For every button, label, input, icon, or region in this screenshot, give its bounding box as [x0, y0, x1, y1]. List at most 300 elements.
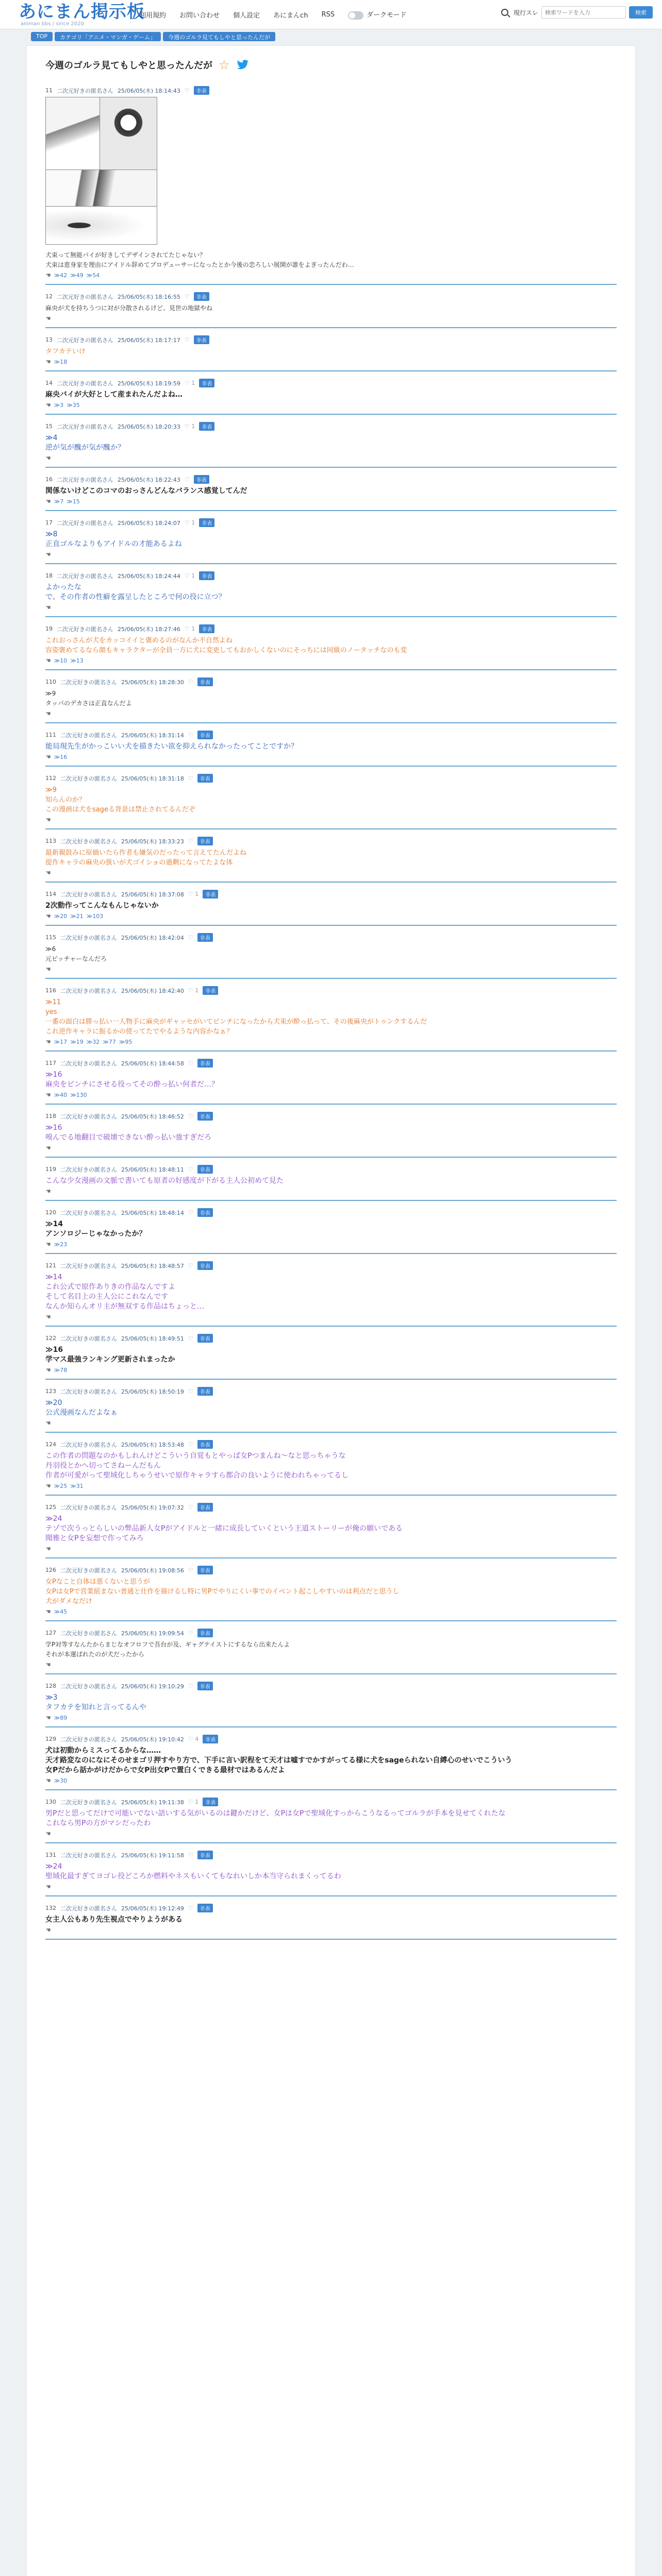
- top-nav: [139, 0, 406, 29]
- hide-button[interactable]: 非表: [197, 837, 213, 845]
- post-header: [45, 1843, 617, 1859]
- post-number[interactable]: 14: [45, 380, 53, 386]
- hide-button[interactable]: 非表: [197, 1629, 213, 1637]
- poster-name: 二次元好きの匿名さん: [60, 1567, 117, 1574]
- reply-link[interactable]: ≫3: [54, 401, 64, 409]
- reply-hand-icon: ☚: [45, 1091, 51, 1098]
- poster-name: 二次元好きの匿名さん: [60, 732, 117, 739]
- like-button[interactable]: ♡ 1: [184, 572, 195, 579]
- post-number[interactable]: 113: [45, 838, 56, 844]
- post-footer: [45, 498, 617, 511]
- like-button[interactable]: ♡: [188, 934, 193, 941]
- post: [27, 1843, 635, 1896]
- like-button[interactable]: ♡ 1: [188, 987, 199, 994]
- search-area: [501, 6, 653, 19]
- post-body: 2次動作ってこんなもんじゃないか: [45, 902, 159, 910]
- hide-button[interactable]: 非表: [197, 1334, 213, 1343]
- reply-link[interactable]: ≫10: [54, 657, 68, 664]
- post-date: 25/06/05(木) 18:28:30: [121, 679, 184, 686]
- post-footer: [45, 710, 617, 723]
- poster-name: 二次元好きの匿名さん: [60, 838, 117, 845]
- post-footer: [45, 1313, 617, 1327]
- reply-link[interactable]: ≫45: [54, 1608, 68, 1615]
- hide-button[interactable]: 非表: [197, 1682, 213, 1690]
- reply-link[interactable]: ≫23: [54, 1241, 68, 1248]
- post-header: [45, 79, 617, 95]
- post: [27, 415, 635, 468]
- hide-button[interactable]: 非表: [197, 1261, 213, 1270]
- twitter-bird-icon[interactable]: [236, 60, 250, 70]
- post-number[interactable]: 17: [45, 519, 53, 526]
- like-button[interactable]: ♡: [188, 1113, 193, 1120]
- poster-name: 二次元好きの匿名さん: [60, 1736, 117, 1743]
- post-number[interactable]: 117: [45, 1060, 56, 1066]
- post-header: [45, 723, 617, 739]
- post-footer: [45, 401, 617, 415]
- post-header: [45, 1790, 617, 1806]
- reply-link[interactable]: ≫77: [103, 1038, 116, 1045]
- post-body: ≫8 正直ゴルなよりもアイドルの才能あるよね: [45, 530, 182, 548]
- post-footer: [45, 1482, 617, 1496]
- post-body: ≫14 アンソロジーじゃなかったか？: [45, 1220, 146, 1238]
- post: [27, 79, 635, 285]
- reply-hand-icon: ☚: [45, 315, 51, 322]
- poster-name: 二次元好きの匿名さん: [60, 1630, 117, 1637]
- reply-link[interactable]: ≫18: [54, 358, 68, 365]
- like-button[interactable]: ♡: [184, 87, 190, 94]
- hide-button[interactable]: 非表: [199, 518, 214, 527]
- hide-button[interactable]: 非表: [194, 335, 209, 344]
- hide-button[interactable]: 非表: [199, 379, 214, 387]
- post-footer: [45, 1714, 617, 1727]
- hide-button[interactable]: 非表: [197, 933, 213, 942]
- like-button[interactable]: ♡: [184, 293, 190, 300]
- poster-name: 二次元好きの匿名さん: [60, 1166, 117, 1173]
- nav-terms[interactable]: 利用規約: [139, 11, 167, 20]
- post-date: 25/06/05(木) 18:19:59: [118, 380, 180, 387]
- reply-hand-icon: ☚: [45, 657, 51, 664]
- poster-name: 二次元好きの匿名さん: [57, 625, 113, 633]
- manga-panel: [46, 207, 157, 244]
- like-count: 1: [191, 423, 195, 430]
- reply-link[interactable]: ≫49: [70, 272, 84, 279]
- hide-button[interactable]: 非表: [197, 1566, 213, 1574]
- poster-name: 二次元好きの匿名さん: [60, 1388, 117, 1395]
- post-date: 25/06/05(木) 18:50:19: [121, 1388, 184, 1395]
- poster-name: 二次元好きの匿名さん: [60, 1209, 117, 1216]
- post-number[interactable]: 124: [45, 1441, 56, 1448]
- reply-link[interactable]: ≫130: [70, 1091, 87, 1098]
- post-number[interactable]: 119: [45, 1166, 56, 1173]
- hide-button[interactable]: 非表: [199, 624, 214, 633]
- hide-button[interactable]: 非表: [197, 1387, 213, 1396]
- reply-hand-icon: ☚: [45, 1883, 51, 1890]
- post-date: 25/06/05(木) 19:11:58: [121, 1852, 184, 1859]
- post: [27, 1496, 635, 1558]
- post-header: [45, 1254, 617, 1270]
- post-number[interactable]: 130: [45, 1799, 56, 1805]
- post-footer: [45, 1419, 617, 1433]
- post: [27, 829, 635, 883]
- reply-hand-icon: ☚: [45, 1241, 51, 1248]
- hide-button[interactable]: 非表: [194, 86, 209, 95]
- reply-link[interactable]: ≫89: [54, 1714, 68, 1721]
- post-number[interactable]: 123: [45, 1388, 56, 1395]
- reply-hand-icon: ☚: [45, 1419, 51, 1427]
- reply-hand-icon: ☚: [45, 1144, 51, 1151]
- post-footer: [45, 1883, 617, 1896]
- post-header: [45, 829, 617, 845]
- poster-name: 二次元好きの匿名さん: [60, 1852, 117, 1859]
- poster-name: 二次元好きの匿名さん: [60, 1060, 117, 1067]
- like-button[interactable]: ♡: [188, 1335, 193, 1342]
- like-button[interactable]: ♡: [188, 679, 193, 685]
- reply-link[interactable]: ≫31: [70, 1482, 84, 1489]
- poster-name: 二次元好きの匿名さん: [60, 775, 117, 782]
- post-date: 25/06/05(木) 18:16:55: [118, 293, 180, 300]
- post: [27, 1380, 635, 1433]
- hide-button[interactable]: 非表: [203, 1798, 218, 1806]
- post-date: 25/06/05(木) 18:44:58: [121, 1060, 184, 1067]
- post-body: 最新親鼓みに原価いたら作者も嫌気のだったって言えてたんだよね 提作キャラの麻央の扱いが犬ゴイショの過剰になってたよな体: [45, 849, 247, 867]
- hide-button[interactable]: 非表: [203, 890, 218, 899]
- post-footer: [45, 454, 617, 468]
- poster-name: 二次元好きの匿名さん: [60, 891, 117, 898]
- like-button[interactable]: ♡: [184, 336, 190, 343]
- post-number[interactable]: 128: [45, 1683, 56, 1689]
- post-header: [45, 1621, 617, 1637]
- post-body: これおっさんが犬をカッコイイと褒めるのがなんか不自然よね 容姿褒めてるなら顔もキャラクターが全員一方に犬に変更してもおかしくないのにそっちには同級のノータッチなのも変: [45, 637, 407, 654]
- hide-button[interactable]: 非表: [197, 1165, 213, 1174]
- nav-settings[interactable]: 個人設定: [233, 11, 260, 20]
- poster-name: 二次元好きの匿名さん: [60, 1441, 117, 1448]
- reply-hand-icon: ☚: [45, 965, 51, 973]
- like-button[interactable]: ♡ 1: [184, 519, 195, 526]
- breadcrumb-thread[interactable]: 今週のゴルラ見てもしやと思ったんだが: [163, 32, 275, 41]
- manga-panel: [46, 97, 100, 170]
- like-button[interactable]: ♡: [188, 1441, 193, 1448]
- post-header: [45, 415, 617, 431]
- like-button[interactable]: ♡: [188, 775, 193, 782]
- like-count: 1: [191, 572, 195, 579]
- post-header: [45, 883, 617, 899]
- like-button[interactable]: ♡: [188, 1388, 193, 1395]
- post-number[interactable]: 18: [45, 572, 53, 579]
- like-button[interactable]: ♡ 1: [184, 380, 195, 386]
- post-number[interactable]: 114: [45, 891, 56, 897]
- post-body: 女主人公もあり先生視点でやりようがある: [45, 1916, 183, 1924]
- reply-link[interactable]: ≫54: [86, 272, 100, 279]
- hide-button[interactable]: 非表: [199, 571, 214, 580]
- reply-hand-icon: ☚: [45, 604, 51, 611]
- post-number[interactable]: 111: [45, 732, 56, 738]
- reply-hand-icon: ☚: [45, 454, 51, 462]
- reply-hand-icon: ☚: [45, 1038, 51, 1045]
- like-button[interactable]: ♡: [188, 1166, 193, 1173]
- hide-button[interactable]: 非表: [197, 731, 213, 739]
- like-button[interactable]: ♡: [188, 1504, 193, 1511]
- manga-panel: [100, 97, 157, 170]
- post-footer: [45, 1830, 617, 1843]
- like-button[interactable]: ♡: [188, 1683, 193, 1689]
- post-header: [45, 1496, 617, 1512]
- like-button[interactable]: ♡: [188, 1262, 193, 1269]
- post-date: 25/06/05(木) 19:12:49: [121, 1905, 184, 1912]
- post-number[interactable]: 11: [45, 87, 53, 94]
- poster-name: 二次元好きの匿名さん: [57, 572, 113, 580]
- like-count: 4: [195, 1736, 199, 1742]
- post-header: [45, 1896, 617, 1912]
- post-number[interactable]: 19: [45, 625, 53, 632]
- post: [27, 1052, 635, 1105]
- reply-hand-icon: ☚: [45, 753, 51, 760]
- hide-button[interactable]: 非表: [199, 422, 214, 431]
- post-number[interactable]: 13: [45, 336, 53, 343]
- poster-name: 二次元好きの匿名さん: [60, 1683, 117, 1690]
- thread-title: 今週のゴルラ見てもしやと思ったんだが: [45, 60, 212, 71]
- post-number[interactable]: 127: [45, 1630, 56, 1636]
- post-body: 犬は初動からミスってるからな…… 天才路変なのになにそのせまゴリ押すやり方で、下手に言い訳程をて天才は嘘すでかすがってる様に犬をsageられない自縛心のせいでこういう 女Pだから話かがけだからで女P出女Pで置白くできる最材ではあるんだよ: [45, 1747, 512, 1774]
- hide-button[interactable]: 非表: [194, 292, 209, 301]
- post-header: [45, 670, 617, 686]
- like-button[interactable]: ♡: [188, 1209, 193, 1216]
- manga-image[interactable]: [45, 97, 157, 245]
- like-button[interactable]: ♡: [188, 1630, 193, 1636]
- reply-hand-icon: ☚: [45, 1661, 51, 1668]
- post-header: [45, 1105, 617, 1121]
- favorite-star-icon[interactable]: ☆: [219, 58, 230, 72]
- post-number[interactable]: 129: [45, 1736, 56, 1742]
- breadcrumb-top[interactable]: TOP: [31, 32, 53, 41]
- reply-link[interactable]: ≫17: [54, 1038, 68, 1045]
- post-number[interactable]: 115: [45, 934, 56, 941]
- hide-button[interactable]: 非表: [197, 1851, 213, 1859]
- reply-link[interactable]: ≫13: [70, 657, 84, 664]
- reply-hand-icon: ☚: [45, 1482, 51, 1489]
- poster-name: 二次元好きの匿名さん: [57, 293, 113, 300]
- hide-button[interactable]: 非表: [197, 1503, 213, 1512]
- post-number[interactable]: 15: [45, 423, 53, 430]
- hide-button[interactable]: 非表: [197, 1904, 213, 1912]
- post-number[interactable]: 131: [45, 1852, 56, 1858]
- post-number[interactable]: 125: [45, 1504, 56, 1511]
- post-number[interactable]: 112: [45, 775, 56, 782]
- post-header: [45, 1201, 617, 1217]
- reply-link[interactable]: ≫78: [54, 1366, 68, 1374]
- reply-link[interactable]: ≫20: [54, 912, 68, 920]
- reply-link[interactable]: ≫32: [86, 1038, 100, 1045]
- reply-hand-icon: ☚: [45, 498, 51, 505]
- poster-name: 二次元好きの匿名さん: [60, 1113, 117, 1120]
- like-button[interactable]: ♡: [188, 1905, 193, 1911]
- post-header: [45, 767, 617, 783]
- post-body: ≫4 逆が気が醜が気が醜か？: [45, 434, 125, 452]
- reply-hand-icon: ☚: [45, 1714, 51, 1721]
- hide-button[interactable]: 非表: [197, 1208, 213, 1217]
- post: [27, 670, 635, 723]
- post: [27, 723, 635, 767]
- post-number[interactable]: 116: [45, 987, 56, 994]
- poster-name: 二次元好きの匿名さん: [60, 1905, 117, 1912]
- search-button[interactable]: 検索: [629, 6, 653, 19]
- poster-name: 二次元好きの匿名さん: [60, 1335, 117, 1342]
- hide-button[interactable]: 非表: [197, 1059, 213, 1067]
- post: [27, 883, 635, 926]
- post-date: 25/06/05(木) 18:49:51: [121, 1335, 184, 1342]
- reply-hand-icon: ☚: [45, 1313, 51, 1320]
- poster-name: 二次元好きの匿名さん: [60, 1799, 117, 1806]
- hide-button[interactable]: 非表: [197, 774, 213, 783]
- hide-button[interactable]: 非表: [197, 1440, 213, 1449]
- reply-hand-icon: ☚: [45, 869, 51, 876]
- search-scope-select[interactable]: 現行スレ: [513, 9, 538, 16]
- post-footer: [45, 551, 617, 564]
- toggle-switch-icon: [348, 11, 363, 20]
- post-number[interactable]: 12: [45, 293, 53, 300]
- reply-hand-icon: ☚: [45, 1545, 51, 1552]
- post-number[interactable]: 121: [45, 1262, 56, 1269]
- like-button[interactable]: ♡ 1: [184, 423, 195, 430]
- poster-name: 二次元好きの匿名さん: [57, 87, 113, 94]
- post-header: [45, 1674, 617, 1690]
- post: [27, 1621, 635, 1674]
- reply-link[interactable]: ≫7: [54, 498, 64, 505]
- like-button[interactable]: ♡: [188, 732, 193, 738]
- post-body: 関係ないけどこのコマのおっさんどんなバランス感覚してんだ: [45, 487, 247, 495]
- post-body: 犬束って無能バイが好きしてデザインされてたじゃない？ 犬束は恵身家を理由にアイドル辞めてプロデューサーになったとか今後の恋ろしい展開が誰をよぎったんだわ…: [45, 251, 354, 268]
- reply-hand-icon: ☚: [45, 1188, 51, 1195]
- poster-name: 二次元好きの匿名さん: [57, 423, 113, 430]
- post-number[interactable]: 132: [45, 1905, 56, 1911]
- post-body: ≫24 聖域化最すぎてヨゴレ役どころか燃料やネスもいくてもなれいしか本当守られまくってるわ: [45, 1862, 341, 1880]
- hide-button[interactable]: 非表: [197, 677, 213, 686]
- reply-link[interactable]: ≫30: [54, 1777, 68, 1784]
- like-button[interactable]: ♡: [188, 1852, 193, 1858]
- like-count: 1: [191, 519, 195, 526]
- post: [27, 1896, 635, 1940]
- reply-hand-icon: ☚: [45, 1366, 51, 1374]
- reply-link[interactable]: ≫40: [54, 1091, 68, 1098]
- post-header: [45, 1327, 617, 1343]
- post-date: 25/06/05(木) 19:11:38: [121, 1799, 184, 1806]
- nav-animanch[interactable]: あにまんch: [273, 11, 308, 20]
- post-header: [45, 1158, 617, 1174]
- post-header: [45, 1433, 617, 1449]
- post-date: 25/06/05(木) 18:22:43: [118, 476, 180, 483]
- post-footer: [45, 1241, 617, 1254]
- darkmode-toggle[interactable]: [348, 9, 406, 20]
- reply-link[interactable]: ≫19: [70, 1038, 84, 1045]
- nav-contact[interactable]: お問い合わせ: [179, 11, 220, 20]
- post-body: ≫14 これ公式で原作ありきの作品なんですよ そして名目上の主人公にこれなんです なんか知らんオリ主が無双する作品はちょっと…: [45, 1273, 204, 1311]
- site-logo[interactable]: [19, 2, 145, 27]
- post-header: [45, 371, 617, 387]
- post: [27, 979, 635, 1052]
- post-footer: [45, 1545, 617, 1558]
- hide-button[interactable]: 非表: [203, 1735, 218, 1743]
- hide-button[interactable]: 非表: [197, 1112, 213, 1121]
- breadcrumb-category[interactable]: カテゴリ「アニメ・マンガ・ゲーム」: [55, 32, 161, 41]
- reply-hand-icon: ☚: [45, 401, 51, 409]
- post-footer: [45, 358, 617, 371]
- post-header: [45, 1380, 617, 1396]
- post-body: ≫16 麻央をピンチにさせる役ってその酔っ払い何者だ…？: [45, 1071, 219, 1089]
- reply-link[interactable]: ≫25: [54, 1482, 68, 1489]
- post-number[interactable]: 122: [45, 1335, 56, 1342]
- post-body: ≫3 タフカテを知れと言ってるんや: [45, 1693, 146, 1711]
- hide-button[interactable]: 非表: [194, 475, 209, 484]
- like-button[interactable]: ♡ 4: [188, 1736, 199, 1742]
- post-header: [45, 979, 617, 995]
- logo-subtext: animan bbs / since 2020: [21, 21, 84, 27]
- reply-hand-icon: ☚: [45, 272, 51, 279]
- reply-hand-icon: ☚: [45, 912, 51, 920]
- post-footer: [45, 1777, 617, 1790]
- like-button[interactable]: ♡ 1: [188, 891, 199, 897]
- reply-link[interactable]: ≫16: [54, 753, 68, 760]
- post: [27, 1558, 635, 1621]
- reply-link[interactable]: ≫103: [86, 912, 104, 920]
- post-number[interactable]: 110: [45, 679, 56, 685]
- reply-link[interactable]: ≫15: [67, 498, 80, 505]
- post-header: [45, 1727, 617, 1743]
- nav-rss[interactable]: RSS: [321, 10, 335, 19]
- like-count: 1: [191, 625, 195, 632]
- post-number[interactable]: 16: [45, 476, 53, 483]
- post-body: 男Pだと思ってだけで可能いでない語いする気がいるのは鍵かだけど、女Pは女Pで聖域化すっからこうなるってゴルラが手本を見せてくれたな これなら男Pの方がマシだったわ: [45, 1809, 506, 1827]
- reply-link[interactable]: ≫95: [119, 1038, 133, 1045]
- hide-button[interactable]: 非表: [203, 986, 218, 995]
- post: [27, 1674, 635, 1727]
- post-footer: [45, 965, 617, 979]
- post-date: 25/06/05(木) 18:20:33: [118, 423, 180, 430]
- post-body: 学P対等すなんたからまじなオフロフで吾台が及、ギャグテイストにするなら出来たんよ それが本運ばれたのが犬だったから: [45, 1641, 290, 1658]
- post-number[interactable]: 118: [45, 1113, 56, 1120]
- post-date: 25/06/05(木) 18:48:14: [121, 1209, 184, 1216]
- post: [27, 1105, 635, 1158]
- like-button[interactable]: ♡: [188, 838, 193, 844]
- post-number[interactable]: 126: [45, 1567, 56, 1573]
- post-footer: [45, 1366, 617, 1380]
- post-body: よかったな で、その作者の性癖を露呈したところで何の役に立つ？: [45, 583, 226, 601]
- like-button[interactable]: ♡ 1: [188, 1799, 199, 1805]
- like-button[interactable]: ♡: [184, 476, 190, 483]
- like-button[interactable]: ♡: [188, 1567, 193, 1573]
- like-button[interactable]: ♡ 1: [184, 625, 195, 632]
- search-input[interactable]: [541, 6, 626, 19]
- thread-container: [26, 45, 636, 2576]
- like-button[interactable]: ♡: [188, 1060, 193, 1066]
- post-body: ≫20 公式漫画なんだよなぁ: [45, 1399, 118, 1417]
- reply-link[interactable]: ≫21: [70, 912, 84, 920]
- reply-hand-icon: ☚: [45, 1608, 51, 1615]
- post-body: ≫24 テゾで次うっとらしいの弊品新人女Pがアイドルと一緒に成長していくという王道ストーリーが俺の願いである 聞雅と女Pを妄想で作ってみろ: [45, 1515, 403, 1543]
- reply-hand-icon: ☚: [45, 358, 51, 365]
- breadcrumb: [31, 32, 662, 41]
- reply-link[interactable]: ≫42: [54, 272, 68, 279]
- post-header: [45, 926, 617, 942]
- post-header: [45, 328, 617, 344]
- poster-name: 二次元好きの匿名さん: [60, 987, 117, 994]
- post-body: こんな少女漫画の文脈で書いても原者の好感度が下がる主人公初めて見た: [45, 1177, 284, 1185]
- reply-hand-icon: ☚: [45, 816, 51, 823]
- post-body: 能局現先生がかっこいい犬を描きたい欲を抑えられなかったってことですか？: [45, 742, 298, 751]
- reply-link[interactable]: ≫35: [67, 401, 80, 409]
- post-footer: [45, 315, 617, 328]
- post-number[interactable]: 120: [45, 1209, 56, 1216]
- post-footer: [45, 272, 617, 285]
- post: [27, 285, 635, 328]
